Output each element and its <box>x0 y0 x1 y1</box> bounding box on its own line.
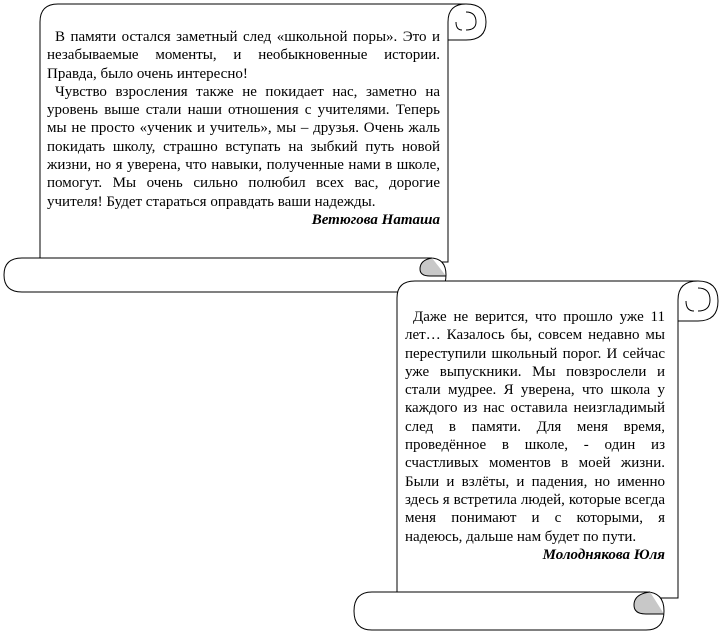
scroll-2-top-curl <box>678 281 718 321</box>
scroll-1-paragraph-1: В памяти остался заметный след «школьной поры». Это и незабываемые моменты, и необыкновенные истории. Правда, было очень интересно! <box>47 29 440 82</box>
scroll-1-bottom-roll <box>4 258 446 292</box>
scroll-1-top-curl <box>448 4 486 40</box>
scroll-2-paragraph-1: Даже не верится, что прошло уже 11 лет… Казалось бы, совсем недавно мы переступили школьный порог. И сейчас уже выпускники. Мы повзрослели и стали мудрее. Я уверена, что школа у каждого из нас оставила неизгладимый след в памяти. Для меня время, проведённое в школе, - один из счастливых моментов в моей жизни. Были и взлёты, и падения, но именно здесь я встретила людей, которые всегда меня понимают и с которыми, я надеюсь, дальше нам будет по пути. <box>405 309 665 545</box>
scroll-1-signature: Ветюгова Наташа <box>311 211 440 228</box>
scroll-1-text <box>47 28 440 229</box>
scroll-2-signature: Молоднякова Юля <box>542 546 665 563</box>
scroll-2-bottom-roll <box>354 592 664 630</box>
scroll-2-text <box>405 308 665 564</box>
scroll-1-paragraph-2: Чувство взросления также не покидает нас, заметно на уровень выше стали наши отношения с учителями. Теперь мы не просто «ученик и учитель», мы – друзья. Очень жаль покидать школу, страшно вступать на зыбкий путь новой жизни, но я уверена, что навыки, полученные нами в школе, помогут. Мы очень сильно полюбил всех вас, дорогие учителя! Будет стараться оправдать ваши надежды. <box>47 83 440 210</box>
